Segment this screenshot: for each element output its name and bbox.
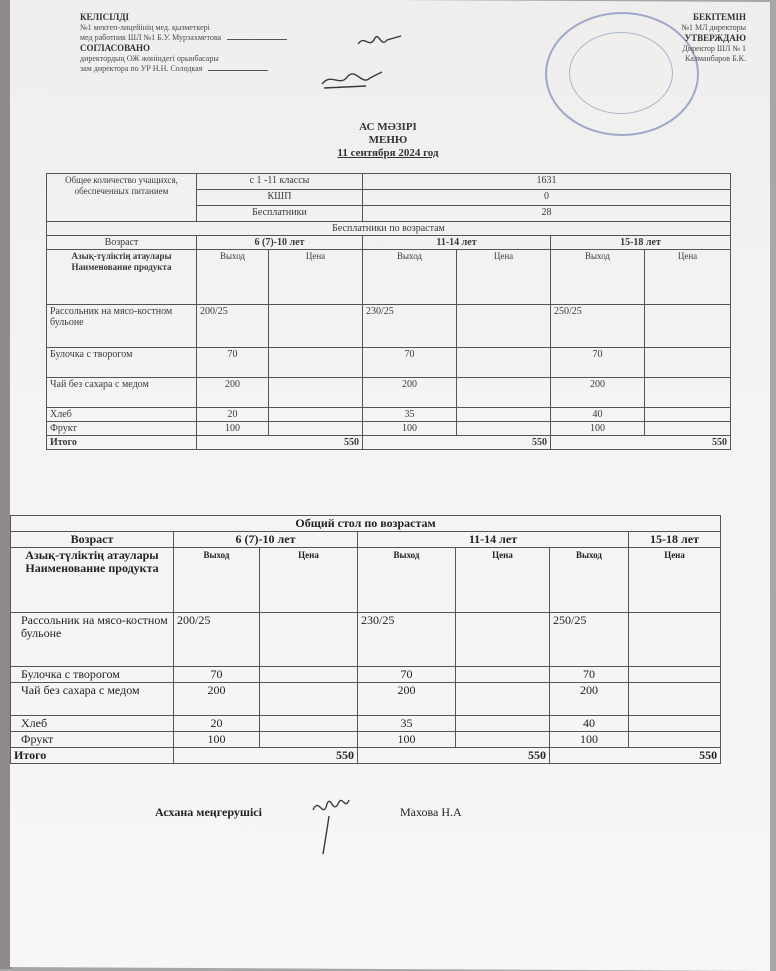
summary-row xyxy=(47,174,731,190)
product-name-cell: Рассольник на мясо-костном бульоне xyxy=(47,305,197,348)
price-column-header: Цена xyxy=(260,548,358,613)
price-cell xyxy=(629,716,721,732)
price-column-header: Цена xyxy=(269,250,363,305)
summary-value-cell: 28 xyxy=(363,206,731,222)
header-left-line4: зам директора по УР Н.Н. Солодкая xyxy=(80,64,203,73)
price-cell xyxy=(456,667,550,683)
price-cell xyxy=(260,667,358,683)
age-group-header: 6 (7)-10 лет xyxy=(197,236,363,250)
table-row xyxy=(11,732,721,748)
output-cell: 100 xyxy=(174,732,260,748)
age-header-row xyxy=(11,532,721,548)
approve-ru-label: УТВЕРЖДАЮ xyxy=(684,33,746,43)
price-column-header: Цена xyxy=(457,250,551,305)
output-cell: 70 xyxy=(197,348,269,378)
general-table-caption: Общий стол по возрастам xyxy=(11,516,721,532)
caption-row xyxy=(47,222,731,236)
output-cell: 70 xyxy=(550,667,629,683)
output-cell: 100 xyxy=(363,422,457,436)
price-column-header: Цена xyxy=(629,548,721,613)
header-left-line1: №1 мектеп-лицейінің мед. қызметкері xyxy=(80,23,210,32)
table-row xyxy=(11,613,721,667)
output-cell: 200 xyxy=(550,683,629,716)
output-cell: 70 xyxy=(174,667,260,683)
signature-deputy xyxy=(318,66,386,92)
output-cell: 20 xyxy=(197,408,269,422)
output-cell: 40 xyxy=(550,716,629,732)
total-label: Итого xyxy=(47,436,197,450)
table-row xyxy=(11,667,721,683)
total-cell: 550 xyxy=(197,436,363,450)
header-right-line2: Директор ШЛ № 1 xyxy=(682,44,746,53)
total-cell: 550 xyxy=(551,436,731,450)
price-cell xyxy=(269,305,363,348)
price-cell xyxy=(269,408,363,422)
product-name-cell: Чай без сахара с медом xyxy=(47,378,197,408)
age-header-row xyxy=(47,236,731,250)
age-label: Возраст xyxy=(11,532,174,548)
signature-line xyxy=(227,39,287,40)
price-cell xyxy=(260,683,358,716)
output-cell: 35 xyxy=(358,716,456,732)
price-cell xyxy=(457,348,551,378)
total-cell: 550 xyxy=(174,748,358,764)
table-row xyxy=(47,305,731,348)
output-cell: 70 xyxy=(551,348,645,378)
price-cell xyxy=(456,716,550,732)
output-cell: 230/25 xyxy=(358,613,456,667)
product-name-cell: Рассольник на мясо-костном бульоне xyxy=(11,613,174,667)
output-cell: 250/25 xyxy=(550,613,629,667)
price-cell xyxy=(645,305,731,348)
price-cell xyxy=(456,613,550,667)
total-row xyxy=(11,748,721,764)
output-cell: 200/25 xyxy=(197,305,269,348)
price-cell xyxy=(260,613,358,667)
menu-title-ru: МЕНЮ xyxy=(368,134,408,146)
summary-name-cell: Бесплатники xyxy=(197,206,363,222)
summary-label: Общее количество учащихся, обеспеченных питанием xyxy=(47,174,197,222)
output-cell: 40 xyxy=(551,408,645,422)
total-cell: 550 xyxy=(363,436,551,450)
age-group-header: 11-14 лет xyxy=(358,532,629,548)
canteen-head-role: Асхана меңгерушісі xyxy=(155,805,262,819)
signature-medworker xyxy=(355,30,405,52)
output-column-header: Выход xyxy=(197,250,269,305)
output-cell: 20 xyxy=(174,716,260,732)
output-cell: 70 xyxy=(363,348,457,378)
header-left-block xyxy=(80,12,287,74)
price-cell xyxy=(260,732,358,748)
header-right-line3: Калманбаров Б.К. xyxy=(684,54,746,63)
summary-value-cell: 1631 xyxy=(363,174,731,190)
approve-kz-label: БЕКІТЕМІН xyxy=(693,12,746,22)
price-cell xyxy=(645,378,731,408)
output-cell: 200 xyxy=(197,378,269,408)
canteen-head-name: Махова Н.А xyxy=(400,805,462,819)
age-group-header: 15-18 лет xyxy=(629,532,721,548)
summary-name-cell: КШП xyxy=(197,190,363,206)
output-column-header: Выход xyxy=(551,250,645,305)
signature-canteen-head xyxy=(305,790,355,858)
output-cell: 200 xyxy=(358,683,456,716)
price-cell xyxy=(269,422,363,436)
price-cell xyxy=(457,422,551,436)
agreed-kz-label: КЕЛІСІЛДІ xyxy=(80,12,130,22)
price-cell xyxy=(629,613,721,667)
output-cell: 100 xyxy=(551,422,645,436)
output-column-header: Выход xyxy=(363,250,457,305)
output-cell: 230/25 xyxy=(363,305,457,348)
output-cell: 200/25 xyxy=(174,613,260,667)
output-cell: 250/25 xyxy=(551,305,645,348)
price-cell xyxy=(645,348,731,378)
header-right-block xyxy=(681,12,746,64)
price-cell xyxy=(629,667,721,683)
table-row xyxy=(47,408,731,422)
price-cell xyxy=(456,683,550,716)
output-cell: 100 xyxy=(358,732,456,748)
price-cell xyxy=(645,408,731,422)
signature-line xyxy=(208,70,268,71)
product-name-cell: Хлеб xyxy=(47,408,197,422)
price-cell xyxy=(457,408,551,422)
agreed-ru-label: СОГЛАСОВАНО xyxy=(80,43,151,53)
header-right-line1: №1 МЛ директоры xyxy=(681,23,746,32)
table-row xyxy=(47,422,731,436)
summary-name-cell: с 1 -11 классы xyxy=(197,174,363,190)
table-row xyxy=(47,348,731,378)
menu-title-kz: АС МӘЗІРІ xyxy=(359,121,417,133)
output-cell: 200 xyxy=(174,683,260,716)
age-group-header: 6 (7)-10 лет xyxy=(174,532,358,548)
product-name-cell: Фрукт xyxy=(11,732,174,748)
table-row xyxy=(11,716,721,732)
output-cell: 200 xyxy=(363,378,457,408)
price-cell xyxy=(645,422,731,436)
product-name-cell: Хлеб xyxy=(11,716,174,732)
output-cell: 100 xyxy=(550,732,629,748)
price-cell xyxy=(457,305,551,348)
product-name-cell: Фрукт xyxy=(47,422,197,436)
age-group-header: 15-18 лет xyxy=(551,236,731,250)
header-left-line2: мед работник ШЛ №1 Б.У. Мурзахметова xyxy=(80,33,222,42)
header-left-line3: директордың ОЖ жөніндегі орынбасары xyxy=(80,54,219,63)
price-cell xyxy=(457,378,551,408)
total-label: Итого xyxy=(11,748,174,764)
official-seal-stamp xyxy=(545,12,699,136)
age-label: Возраст xyxy=(47,236,197,250)
product-name-cell: Булочка с творогом xyxy=(11,667,174,683)
free-meals-table xyxy=(46,173,731,450)
column-header-row xyxy=(47,250,731,305)
total-cell: 550 xyxy=(550,748,721,764)
column-header-row xyxy=(11,548,721,613)
table-row xyxy=(47,378,731,408)
output-cell: 200 xyxy=(551,378,645,408)
summary-value-cell: 0 xyxy=(363,190,731,206)
price-cell xyxy=(269,348,363,378)
price-column-header: Цена xyxy=(456,548,550,613)
menu-date: 11 сентября 2024 год xyxy=(337,147,439,159)
total-row xyxy=(47,436,731,450)
output-column-header: Выход xyxy=(174,548,260,613)
output-column-header: Выход xyxy=(358,548,456,613)
price-cell xyxy=(456,732,550,748)
product-name-cell: Чай без сахара с медом xyxy=(11,683,174,716)
free-table-caption: Бесплатники по возрастам xyxy=(47,222,731,236)
price-cell xyxy=(629,683,721,716)
table-row xyxy=(11,683,721,716)
price-cell xyxy=(269,378,363,408)
output-cell: 35 xyxy=(363,408,457,422)
output-cell: 100 xyxy=(197,422,269,436)
total-cell: 550 xyxy=(358,748,550,764)
general-meals-table xyxy=(10,515,721,764)
price-cell xyxy=(260,716,358,732)
output-column-header: Выход xyxy=(550,548,629,613)
product-column-header: Азық-түліктің атаулары Наименование продукта xyxy=(11,548,174,613)
price-column-header: Цена xyxy=(645,250,731,305)
price-cell xyxy=(629,732,721,748)
caption-row xyxy=(11,516,721,532)
age-group-header: 11-14 лет xyxy=(363,236,551,250)
product-name-cell: Булочка с творогом xyxy=(47,348,197,378)
product-column-header: Азық-түліктің атаулары Наименование продукта xyxy=(47,250,197,305)
output-cell: 70 xyxy=(358,667,456,683)
